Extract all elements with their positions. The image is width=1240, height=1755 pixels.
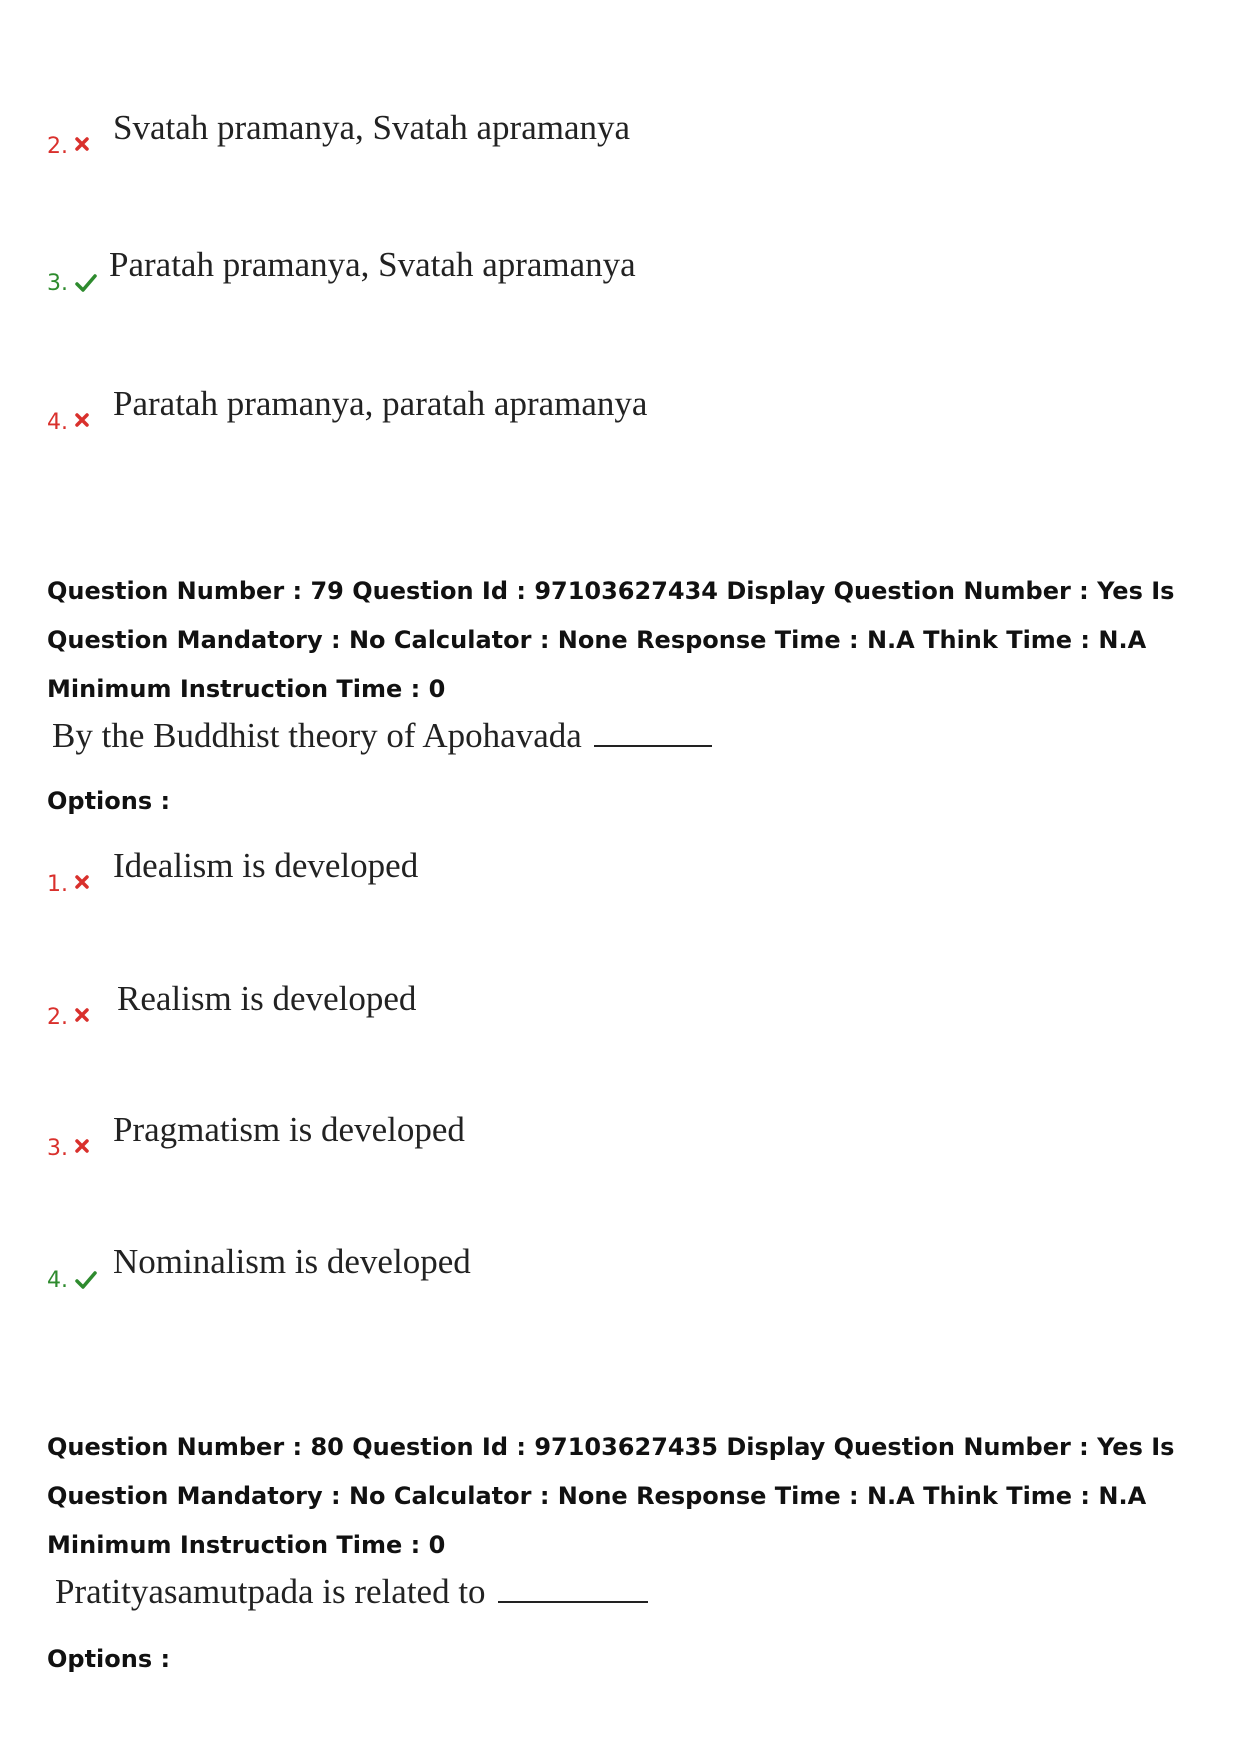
- option-text: Nominalism is developed: [113, 1242, 471, 1281]
- answer-blank: [498, 1599, 648, 1603]
- option-number: 3.: [47, 1136, 68, 1161]
- cross-icon: [75, 137, 89, 151]
- option-text: Realism is developed: [117, 979, 417, 1018]
- answer-blank: [594, 743, 712, 747]
- option-number: 4.: [47, 1268, 68, 1293]
- question-79-text: [52, 716, 712, 756]
- option-number: 4.: [47, 410, 68, 435]
- options-label: Options :: [47, 787, 171, 815]
- question-79-meta: Question Number : 79 Question Id : 97103627434 Display Question Number : Yes Is Question Mandatory : No Calculator : None Response Time : N.A Think Time : N.A Minimum Instruction Time : 0: [47, 577, 1175, 703]
- option-number: 3.: [47, 271, 68, 296]
- cross-icon: [75, 1008, 89, 1022]
- option-text: Paratah pramanya, Svatah apramanya: [109, 245, 636, 284]
- option-text: Svatah pramanya, Svatah apramanya: [113, 108, 631, 147]
- option-number: 2.: [47, 1005, 68, 1030]
- option-text: Idealism is developed: [113, 846, 419, 885]
- options-label: Options :: [47, 1645, 171, 1673]
- question-80-text: [55, 1572, 648, 1612]
- cross-icon: [75, 1139, 89, 1153]
- cross-icon: [75, 413, 89, 427]
- option-number: 2.: [47, 134, 68, 159]
- option-number: 1.: [47, 872, 68, 897]
- question-text: Pratityasamutpada is related to: [55, 1572, 486, 1611]
- question-text: By the Buddhist theory of Apohavada: [52, 716, 582, 755]
- question-80-meta: Question Number : 80 Question Id : 97103627435 Display Question Number : Yes Is Question Mandatory : No Calculator : None Response Time : N.A Think Time : N.A Minimum Instruction Time : 0: [47, 1433, 1175, 1559]
- cross-icon: [75, 875, 89, 889]
- check-icon: [75, 274, 97, 292]
- option-text: Pragmatism is developed: [113, 1110, 465, 1149]
- check-icon: [75, 1271, 97, 1289]
- option-text: Paratah pramanya, paratah apramanya: [113, 384, 648, 423]
